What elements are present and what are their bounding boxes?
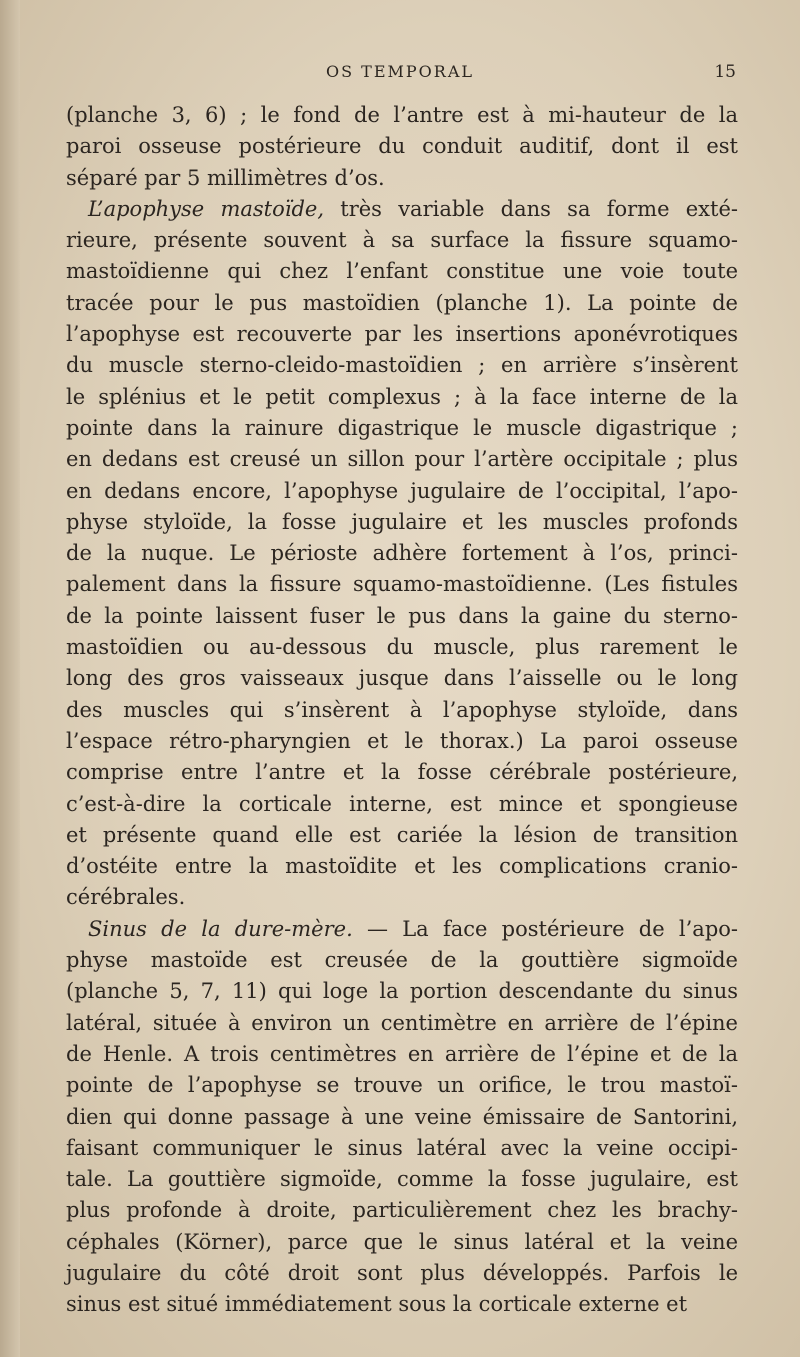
text-line [66,882,738,913]
text-line [66,789,738,820]
text-line [66,131,738,162]
text-line [66,695,738,726]
running-title: OS TEMPORAL [325,62,474,81]
text-line [66,851,738,882]
line-text: latéral, située à environ un centimètre en arrière de l’épine [66,1010,738,1035]
line-text: en dedans encore, l’apophyse jugulaire de l’occipital, l’apo- [66,478,738,503]
text-line [66,100,738,131]
page-gutter-shadow [0,0,20,1357]
text-line [66,1133,738,1164]
line-text: (planche 3, 6) ; le fond de l’antre est à mi-hauteur de la [66,103,738,127]
line-text: l’espace rétro-pharyngien et le thorax.) La paroi osseuse [66,728,738,753]
text-line [66,194,738,225]
text-line [66,444,738,475]
line-text: — La face postérieure de l’apo- [352,916,738,941]
line-text: séparé par 5 millimètres d’os. [66,165,385,190]
text-line [66,601,738,632]
text-line [66,538,738,569]
text-line [66,632,738,663]
line-text: l’apophyse est recouverte par les insertions aponévrotiques [66,322,738,347]
line-text: le splénius et le petit complexus ; à la face interne de la [66,384,738,409]
text-line [66,1227,738,1258]
line-text: comprise entre l’antre et la fosse cérébrale postérieure, [66,760,738,785]
line-text: c’est-à-dire la corticale interne, est mince et spongieuse [66,791,738,816]
line-text: paroi osseuse postérieure du conduit auditif, dont il est [66,134,738,159]
line-text: palement dans la fissure squamo-mastoïdienne. (Les fistules [66,572,738,597]
line-text: céphales (Körner), parce que le sinus latéral et la veine [66,1229,738,1254]
text-line [66,476,738,507]
text-line [66,1258,738,1289]
italic-term: Sinus de la dure-mère. [88,916,353,941]
text-line [66,663,738,694]
line-text: rieure, présente souvent à sa surface la fissure squamo- [66,228,738,253]
text-line [66,413,738,444]
line-text: long des gros vaisseaux jusque dans l’aisselle ou le long [66,666,738,691]
line-text: en dedans est creusé un sillon pour l’artère occipitale ; plus [66,447,738,472]
text-line [66,976,738,1007]
text-line [66,757,738,788]
line-text: (planche 5, 7, 11) qui loge la portion descendante du sinus [66,979,738,1004]
line-text: des muscles qui s’insèrent à l’apophyse styloïde, dans [66,697,738,722]
line-text: et présente quand elle est cariée la lésion de transition [66,822,738,847]
line-text: cérébrales. [66,885,186,910]
line-text: physe mastoïde est creusée de la gouttière sigmoïde [66,948,738,973]
text-line [66,350,738,381]
line-text: faisant communiquer le sinus latéral avec la veine occipi- [66,1135,738,1160]
page-number: 15 [714,62,736,82]
running-header [64,62,736,90]
text-line [66,1070,738,1101]
italic-term: L’apophyse mastoïde, [88,196,325,221]
line-text: de la pointe laissent fuser le pus dans la gaine du sterno- [66,603,738,628]
line-text: de Henle. A trois centimètres en arrière de l’épine et de la [66,1041,738,1066]
text-line [66,945,738,976]
text-line [66,820,738,851]
text-line [66,914,738,945]
text-line [66,225,738,256]
text-line [66,288,738,319]
line-text: du muscle sterno-cleido-mastoïdien ; en arrière s’insèrent [66,353,738,378]
line-text: mastoïdienne qui chez l’enfant constitue une voie toute [66,259,738,284]
line-text: tale. La gouttière sigmoïde, comme la fosse jugulaire, est [66,1167,738,1192]
text-line [66,382,738,413]
text-line [66,256,738,287]
line-text: mastoïdien ou au-dessous du muscle, plus rarement le [66,635,738,660]
text-line [66,726,738,757]
line-text: sinus est situé immédiatement sous la corticale externe et [66,1292,688,1317]
line-text: pointe de l’apophyse se trouve un orifice, le trou mastoï- [66,1073,738,1098]
text-line [66,507,738,538]
line-text: pointe dans la rainure digastrique le muscle digastrique ; [66,415,738,440]
text-line [66,1164,738,1195]
text-line [66,163,738,194]
text-line [66,1102,738,1133]
text-line [66,569,738,600]
line-text: de la nuque. Le périoste adhère fortement à l’os, princi- [66,541,738,566]
line-text: dien qui donne passage à une veine émissaire de Santorini, [66,1104,738,1129]
text-line [66,1039,738,1070]
line-text: plus profonde à droite, particulièrement chez les brachy- [66,1198,738,1223]
body-text [66,100,738,1321]
line-text: jugulaire du côté droit sont plus développés. Parfois le [66,1260,738,1285]
line-text: très variable dans sa forme exté- [324,196,738,221]
text-line [66,319,738,350]
line-text: d’ostéite entre la mastoïdite et les complications cranio- [66,854,738,879]
text-line [66,1195,738,1226]
line-text: physe styloïde, la fosse jugulaire et les muscles profonds [66,509,738,534]
line-text: tracée pour le pus mastoïdien (planche 1). La pointe de [66,290,738,315]
text-line [66,1289,738,1320]
text-line [66,1008,738,1039]
